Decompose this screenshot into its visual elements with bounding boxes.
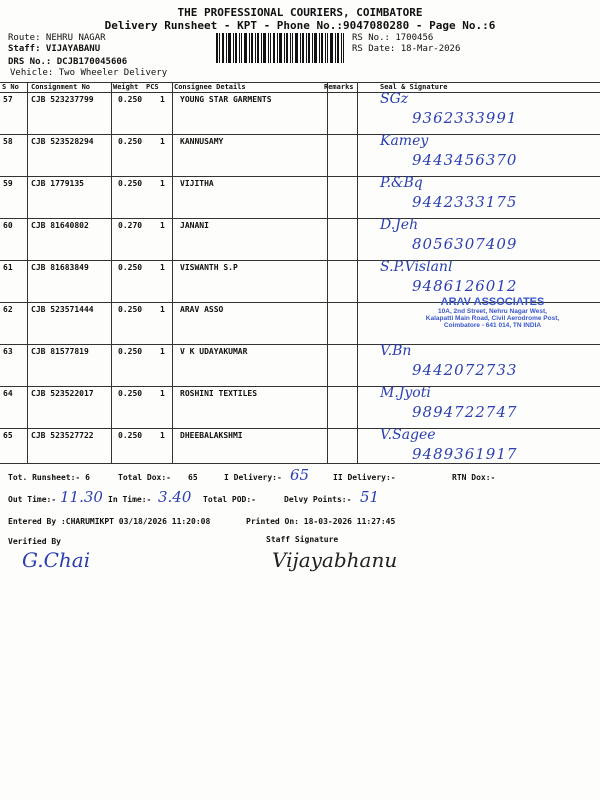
rs-number: RS No.: 1700456	[352, 33, 434, 43]
row-consignment: CJB 81577819	[31, 347, 89, 356]
row-sno: 59	[3, 179, 13, 188]
row-phone: 9443456370	[412, 151, 518, 169]
row-pcs: 1	[160, 95, 165, 104]
row-consignee: V K UDAYAKUMAR	[180, 347, 248, 356]
row-consignment: CJB 523571444	[31, 305, 94, 314]
col-header-pcs: PCS	[146, 83, 159, 91]
rtn-dox-label: RTN Dox:-	[452, 473, 496, 482]
row-pcs: 1	[160, 347, 165, 356]
staff-signature: Vijayabhanu	[272, 548, 398, 572]
row-weight: 0.250	[118, 179, 143, 188]
out-time-value: 11.30	[60, 488, 103, 506]
row-weight: 0.250	[118, 389, 143, 398]
total-dox-label: Total Dox:-	[118, 473, 171, 482]
col-header-weight: Weight	[113, 83, 139, 91]
row-sno: 63	[3, 347, 13, 356]
row-weight: 0.250	[118, 137, 143, 146]
delvy-points-label: Delvy Points:-	[284, 495, 352, 504]
row-phone: 9486126012	[412, 277, 518, 295]
row-sno: 62	[3, 305, 13, 314]
row-consignment: CJB 523522017	[31, 389, 94, 398]
ii-delivery-label: II Delivery:-	[333, 473, 396, 482]
row-pcs: 1	[160, 305, 165, 314]
row-sno: 60	[3, 221, 13, 230]
col-header-signature: Seal & Signature	[380, 83, 448, 91]
out-time-label: Out Time:-	[8, 495, 57, 504]
row-consignment: CJB 81640802	[31, 221, 89, 230]
i-delivery-label: I Delivery:-	[224, 473, 282, 482]
verified-signature: G.Chai	[22, 548, 91, 572]
delvy-points-value: 51	[360, 488, 380, 506]
drs-number: DRS No.: DCJB170045606	[8, 57, 128, 67]
row-pcs: 1	[160, 389, 165, 398]
barcode-image	[216, 33, 344, 63]
seal-name: ARAV ASSOCIATES	[440, 296, 545, 308]
col-header-consignee: Consignee Details	[174, 83, 246, 91]
vehicle-label: Vehicle: Two Wheeler Delivery	[10, 68, 168, 78]
row-consignee: DHEEBALAKSHMI	[180, 431, 243, 440]
row-signature: V.Bn	[380, 343, 412, 359]
rs-date: RS Date: 18-Mar-2026	[352, 44, 461, 54]
row-sno: 58	[3, 137, 13, 146]
col-header-remarks: Remarks	[324, 83, 354, 91]
in-time-value: 3.40	[158, 488, 192, 506]
row-signature: SGz	[380, 91, 409, 107]
total-dox-value: 65	[188, 473, 198, 482]
row-consignee: JANANI	[180, 221, 209, 230]
row-phone: 9442333175	[412, 193, 518, 211]
row-signature: S.P.Vislanl	[380, 259, 453, 275]
row-weight: 0.270	[118, 221, 143, 230]
row-signature: V.Sagee	[380, 427, 436, 443]
row-phone: 8056307409	[412, 235, 518, 253]
row-sno: 65	[3, 431, 13, 440]
seal-line2: Kalapatti Main Road, Civil Aerodrome Post,	[425, 315, 560, 322]
row-consignee: KANNUSAMY	[180, 137, 224, 146]
row-pcs: 1	[160, 221, 165, 230]
row-signature: D.Jeh	[380, 217, 419, 233]
row-consignee: ARAV ASSO	[180, 305, 224, 314]
verified-by-label: Verified By	[8, 537, 61, 546]
row-weight: 0.250	[118, 263, 143, 272]
row-consignment: CJB 81683849	[31, 263, 89, 272]
row-signature: P.&Bq	[380, 175, 423, 191]
route-label: Route: NEHRU NAGAR	[8, 33, 106, 43]
row-consignment: CJB 523528294	[31, 137, 94, 146]
runsheet-subtitle: Delivery Runsheet - KPT - Phone No.:9047080280 - Page No.:6	[104, 19, 496, 32]
row-consignee: VISWANTH S.P	[180, 263, 238, 272]
in-time-label: In Time:-	[108, 495, 152, 504]
seal-line3: Coimbatore - 641 014, TN INDIA	[443, 322, 542, 329]
row-pcs: 1	[160, 431, 165, 440]
row-consignee: ROSHINI TEXTILES	[180, 389, 258, 398]
row-weight: 0.250	[118, 431, 143, 440]
row-consignee: YOUNG STAR GARMENTS	[180, 95, 272, 104]
col-header-sno: S No	[2, 83, 19, 91]
seal-line1: 10A, 2nd Street, Nehru Nagar West,	[438, 308, 547, 315]
row-sno: 64	[3, 389, 13, 398]
col-header-consignment: Consignment No	[31, 83, 91, 91]
row-phone: 9362333991	[412, 109, 518, 127]
row-pcs: 1	[160, 263, 165, 272]
row-pcs: 1	[160, 137, 165, 146]
runsheet-table	[0, 82, 600, 464]
row-sno: 61	[3, 263, 13, 272]
row-sno: 57	[3, 95, 13, 104]
i-delivery-value: 65	[290, 466, 310, 484]
printed-on: Printed On: 18-03-2026 11:27:45	[246, 517, 396, 526]
company-seal	[400, 296, 585, 329]
entered-by: Entered By :CHARUMIKPT 03/18/2026 11:20:08	[8, 517, 211, 526]
row-weight: 0.250	[118, 347, 143, 356]
row-phone: 9894722747	[412, 403, 518, 421]
total-pod-label: Total POD:-	[203, 495, 256, 504]
row-pcs: 1	[160, 179, 165, 188]
row-consignment: CJB 523527722	[31, 431, 94, 440]
row-signature: Kamey	[380, 133, 429, 149]
row-weight: 0.250	[118, 95, 143, 104]
tot-runsheet: Tot. Runsheet:- 6	[8, 473, 90, 482]
row-weight: 0.250	[118, 305, 143, 314]
row-phone: 9489361917	[412, 445, 518, 463]
row-consignment: CJB 1779135	[31, 179, 84, 188]
row-consignee: VIJITHA	[180, 179, 214, 188]
row-phone: 9442072733	[412, 361, 518, 379]
row-signature: M.Jyoti	[380, 385, 431, 401]
staff-label: Staff: VIJAYABANU	[8, 44, 101, 54]
row-consignment: CJB 523237799	[31, 95, 94, 104]
runsheet-title: THE PROFESSIONAL COURIERS, COIMBATORE	[177, 6, 423, 19]
staff-signature-label: Staff Signature	[266, 535, 339, 544]
